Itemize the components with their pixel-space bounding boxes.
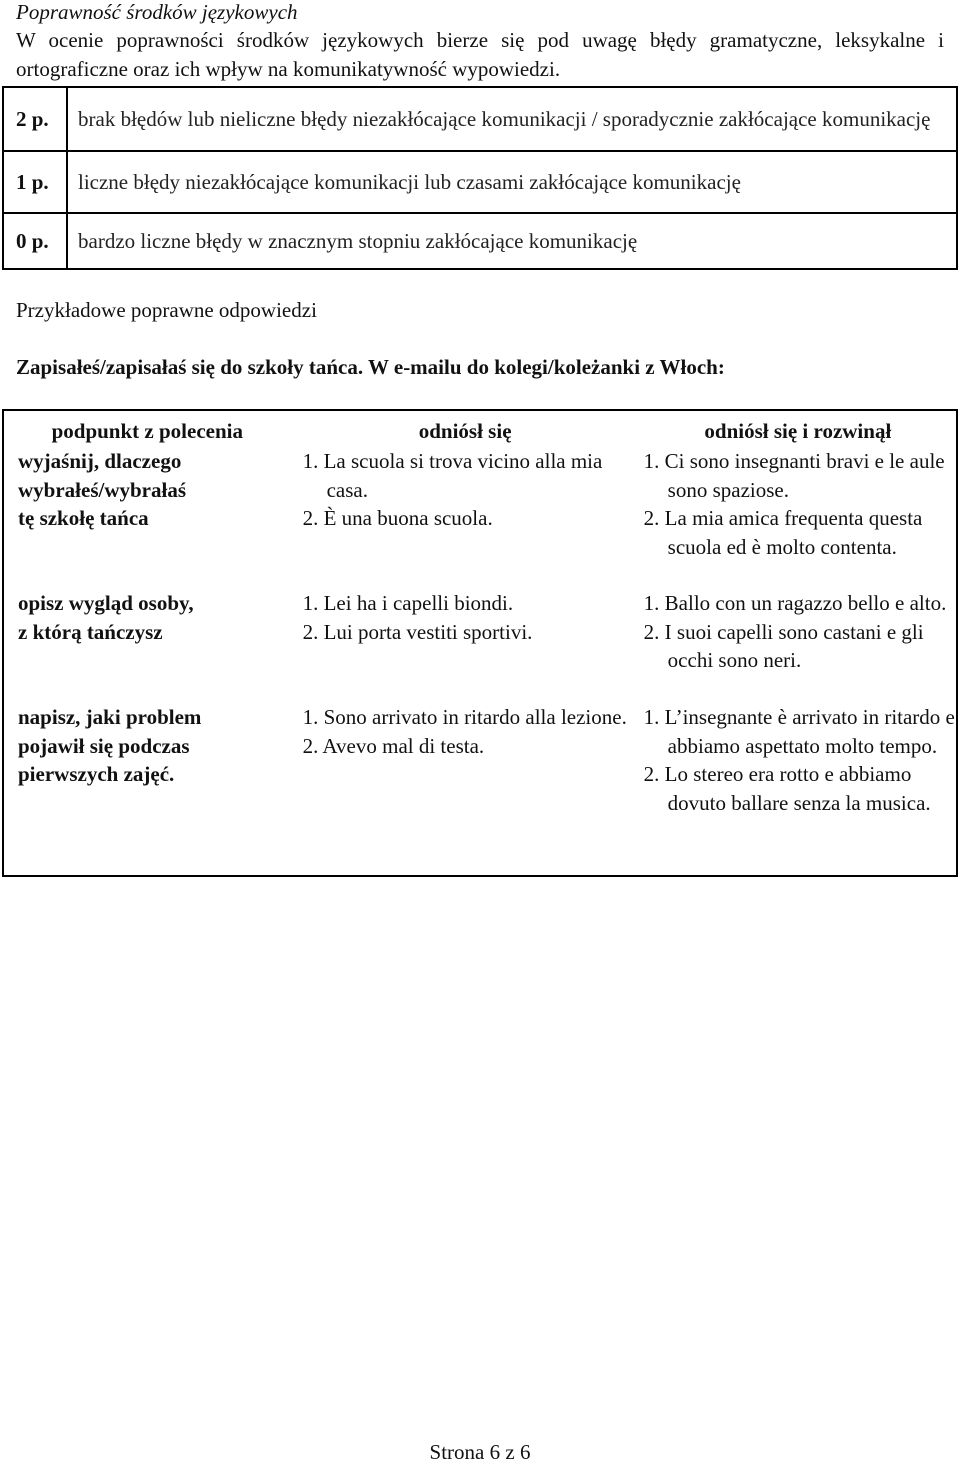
task-instruction: Zapisałeś/zapisałaś się do szkoły tańca. W e-mailu do kolegi/koleżanki z Włoch: bbox=[16, 355, 725, 379]
task-line: wybrałeś/wybrałaś bbox=[18, 477, 186, 502]
column-header: podpunkt z polecenia bbox=[51, 418, 243, 443]
answer-item: 2. I suoi capelli sono castani e gli occhi sono neri. bbox=[643, 619, 924, 672]
referred-cell bbox=[291, 447, 640, 589]
page-number: Strona 6 z 6 bbox=[429, 1440, 531, 1464]
task-line: tę szkołę tańca bbox=[18, 506, 149, 530]
developed-cell bbox=[640, 447, 957, 589]
points-label: 2 p. bbox=[3, 87, 67, 151]
answer-item: 1. Sono arrivato in ritardo alla lezione. bbox=[302, 705, 627, 729]
column-header: odniósł się bbox=[418, 418, 512, 443]
answer-item: 2. La mia amica frequenta questa scuola ed è molto contenta. bbox=[643, 506, 923, 559]
task-line: pierwszych zajęć. bbox=[18, 762, 175, 786]
table-row bbox=[3, 703, 957, 876]
points-label: 1 p. bbox=[3, 151, 67, 213]
task-line: napisz, jaki problem bbox=[18, 705, 202, 729]
criteria-description: bardzo liczne błędy w znacznym stopniu zakłócające komunikację bbox=[67, 213, 957, 269]
sample-answers-table bbox=[2, 409, 958, 877]
task-line: wyjaśnij, dlaczego bbox=[18, 449, 182, 473]
criteria-row bbox=[3, 87, 957, 151]
answer-item: 2. È una buona scuola. bbox=[302, 506, 493, 530]
criteria-description: brak błędów lub nieliczne błędy niezakłócające komunikacji / sporadycznie zakłócające komunikację bbox=[67, 87, 957, 151]
task-cell bbox=[3, 447, 291, 589]
referred-cell bbox=[291, 703, 640, 876]
table-row bbox=[3, 589, 957, 703]
referred-cell bbox=[291, 589, 640, 703]
table-header-row bbox=[3, 410, 957, 447]
criteria-description: liczne błędy niezakłócające komunikacji lub czasami zakłócające komunikację bbox=[67, 151, 957, 213]
answer-item: 2. Lui porta vestiti sportivi. bbox=[302, 619, 533, 644]
criteria-row bbox=[3, 151, 957, 213]
intro-paragraph: W ocenie poprawności środków językowych bierze się pod uwagę błędy gramatyczne, leksykalne i ortograficzne oraz ich wpływ na komunikatywność wypowiedzi. bbox=[16, 28, 944, 81]
column-header: odniósł się i rozwinął bbox=[704, 418, 892, 443]
answer-item: 1. Ballo con un ragazzo bello e alto. bbox=[643, 591, 947, 615]
criteria-row bbox=[3, 213, 957, 269]
answer-item: 2. Lo stereo era rotto e abbiamo dovuto ballare senza la musica. bbox=[643, 762, 931, 815]
scoring-criteria-table bbox=[2, 86, 958, 270]
points-label: 0 p. bbox=[3, 213, 67, 269]
task-line: pojawił się podczas bbox=[18, 733, 190, 758]
answer-item: 1. La scuola si trova vicino alla mia casa. bbox=[302, 449, 603, 502]
task-line: z którą tańczysz bbox=[18, 619, 163, 644]
task-cell bbox=[3, 589, 291, 703]
table-row bbox=[3, 447, 957, 589]
developed-cell bbox=[640, 703, 957, 876]
task-line: opisz wygląd osoby, bbox=[18, 591, 194, 615]
answer-item: 2. Avevo mal di testa. bbox=[302, 733, 485, 758]
task-cell bbox=[3, 703, 291, 876]
developed-cell bbox=[640, 589, 957, 703]
answer-item: 1. L’insegnante è arrivato in ritardo e abbiamo aspettato molto tempo. bbox=[643, 705, 955, 758]
section-title: Poprawność środków językowych bbox=[16, 0, 298, 24]
examples-title: Przykładowe poprawne odpowiedzi bbox=[16, 298, 317, 322]
answer-item: 1. Ci sono insegnanti bravi e le aule sono spaziose. bbox=[643, 449, 945, 502]
answer-item: 1. Lei ha i capelli biondi. bbox=[302, 591, 514, 615]
